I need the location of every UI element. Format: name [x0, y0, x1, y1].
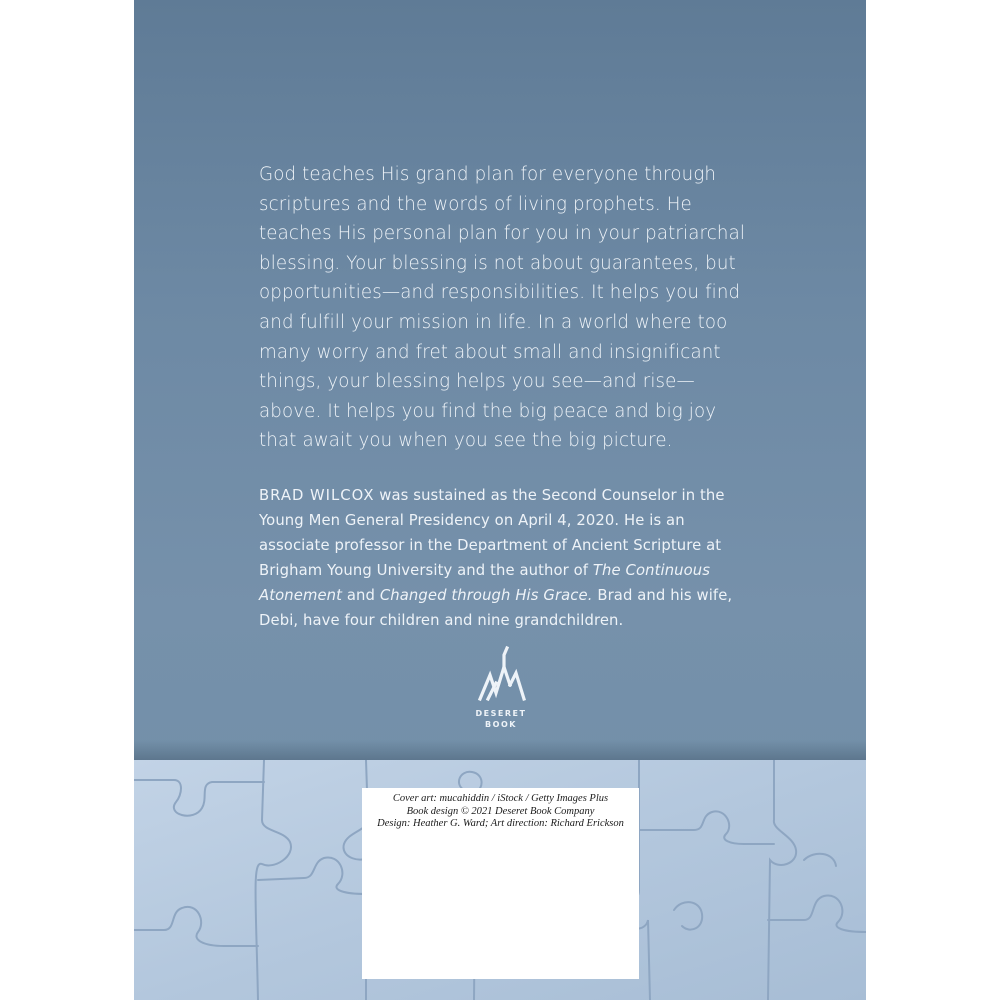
publisher-name-line1: DESERET — [475, 709, 527, 718]
book-title-2: Changed through His Grace. — [379, 586, 593, 604]
credits-box — [362, 788, 639, 979]
bio-text-1: was sustained as the Second Counselor in the Young Men General Presidency on April 4, 2020. He is an associate professor in the Department of Ancient Scripture at Brigham Young University and the author of — [259, 486, 725, 579]
author-bio — [259, 483, 749, 633]
credits-cover-art: Cover art: mucahiddin / iStock / Getty Images Plus — [392, 793, 609, 804]
back-cover — [134, 0, 866, 1000]
publisher-name-line2: BOOK — [485, 720, 517, 729]
credits-design: Design: Heather G. Ward; Art direction: Richard Erickson — [377, 818, 624, 829]
blurb-paragraph: God teaches His grand plan for everyone through scriptures and the words of living prophets. He teaches His personal plan for you in your patriarchal blessing. Your blessing is not about guarantees, but opportunities—and responsibilities. It helps you find and fulfill your mission in life. In a world where too many worry and fret about small and insignificant things, your blessing helps you see—and rise—above. It helps you find the big peace and big joy that await you when you see the big picture. — [259, 164, 746, 452]
bio-text-3: Brad and his wife, Debi, have four children and nine grandchildren. — [259, 586, 733, 629]
back-cover-blurb — [259, 160, 749, 633]
deseret-book-logo-icon — [474, 645, 528, 703]
bio-text-2: and — [342, 586, 380, 604]
author-name: BRAD WILCOX — [259, 486, 375, 504]
credits-book-design: Book design © 2021 Deseret Book Company — [406, 805, 595, 817]
book-title-1: The Continuous Atonement — [259, 561, 711, 604]
publisher-logo — [467, 645, 535, 735]
